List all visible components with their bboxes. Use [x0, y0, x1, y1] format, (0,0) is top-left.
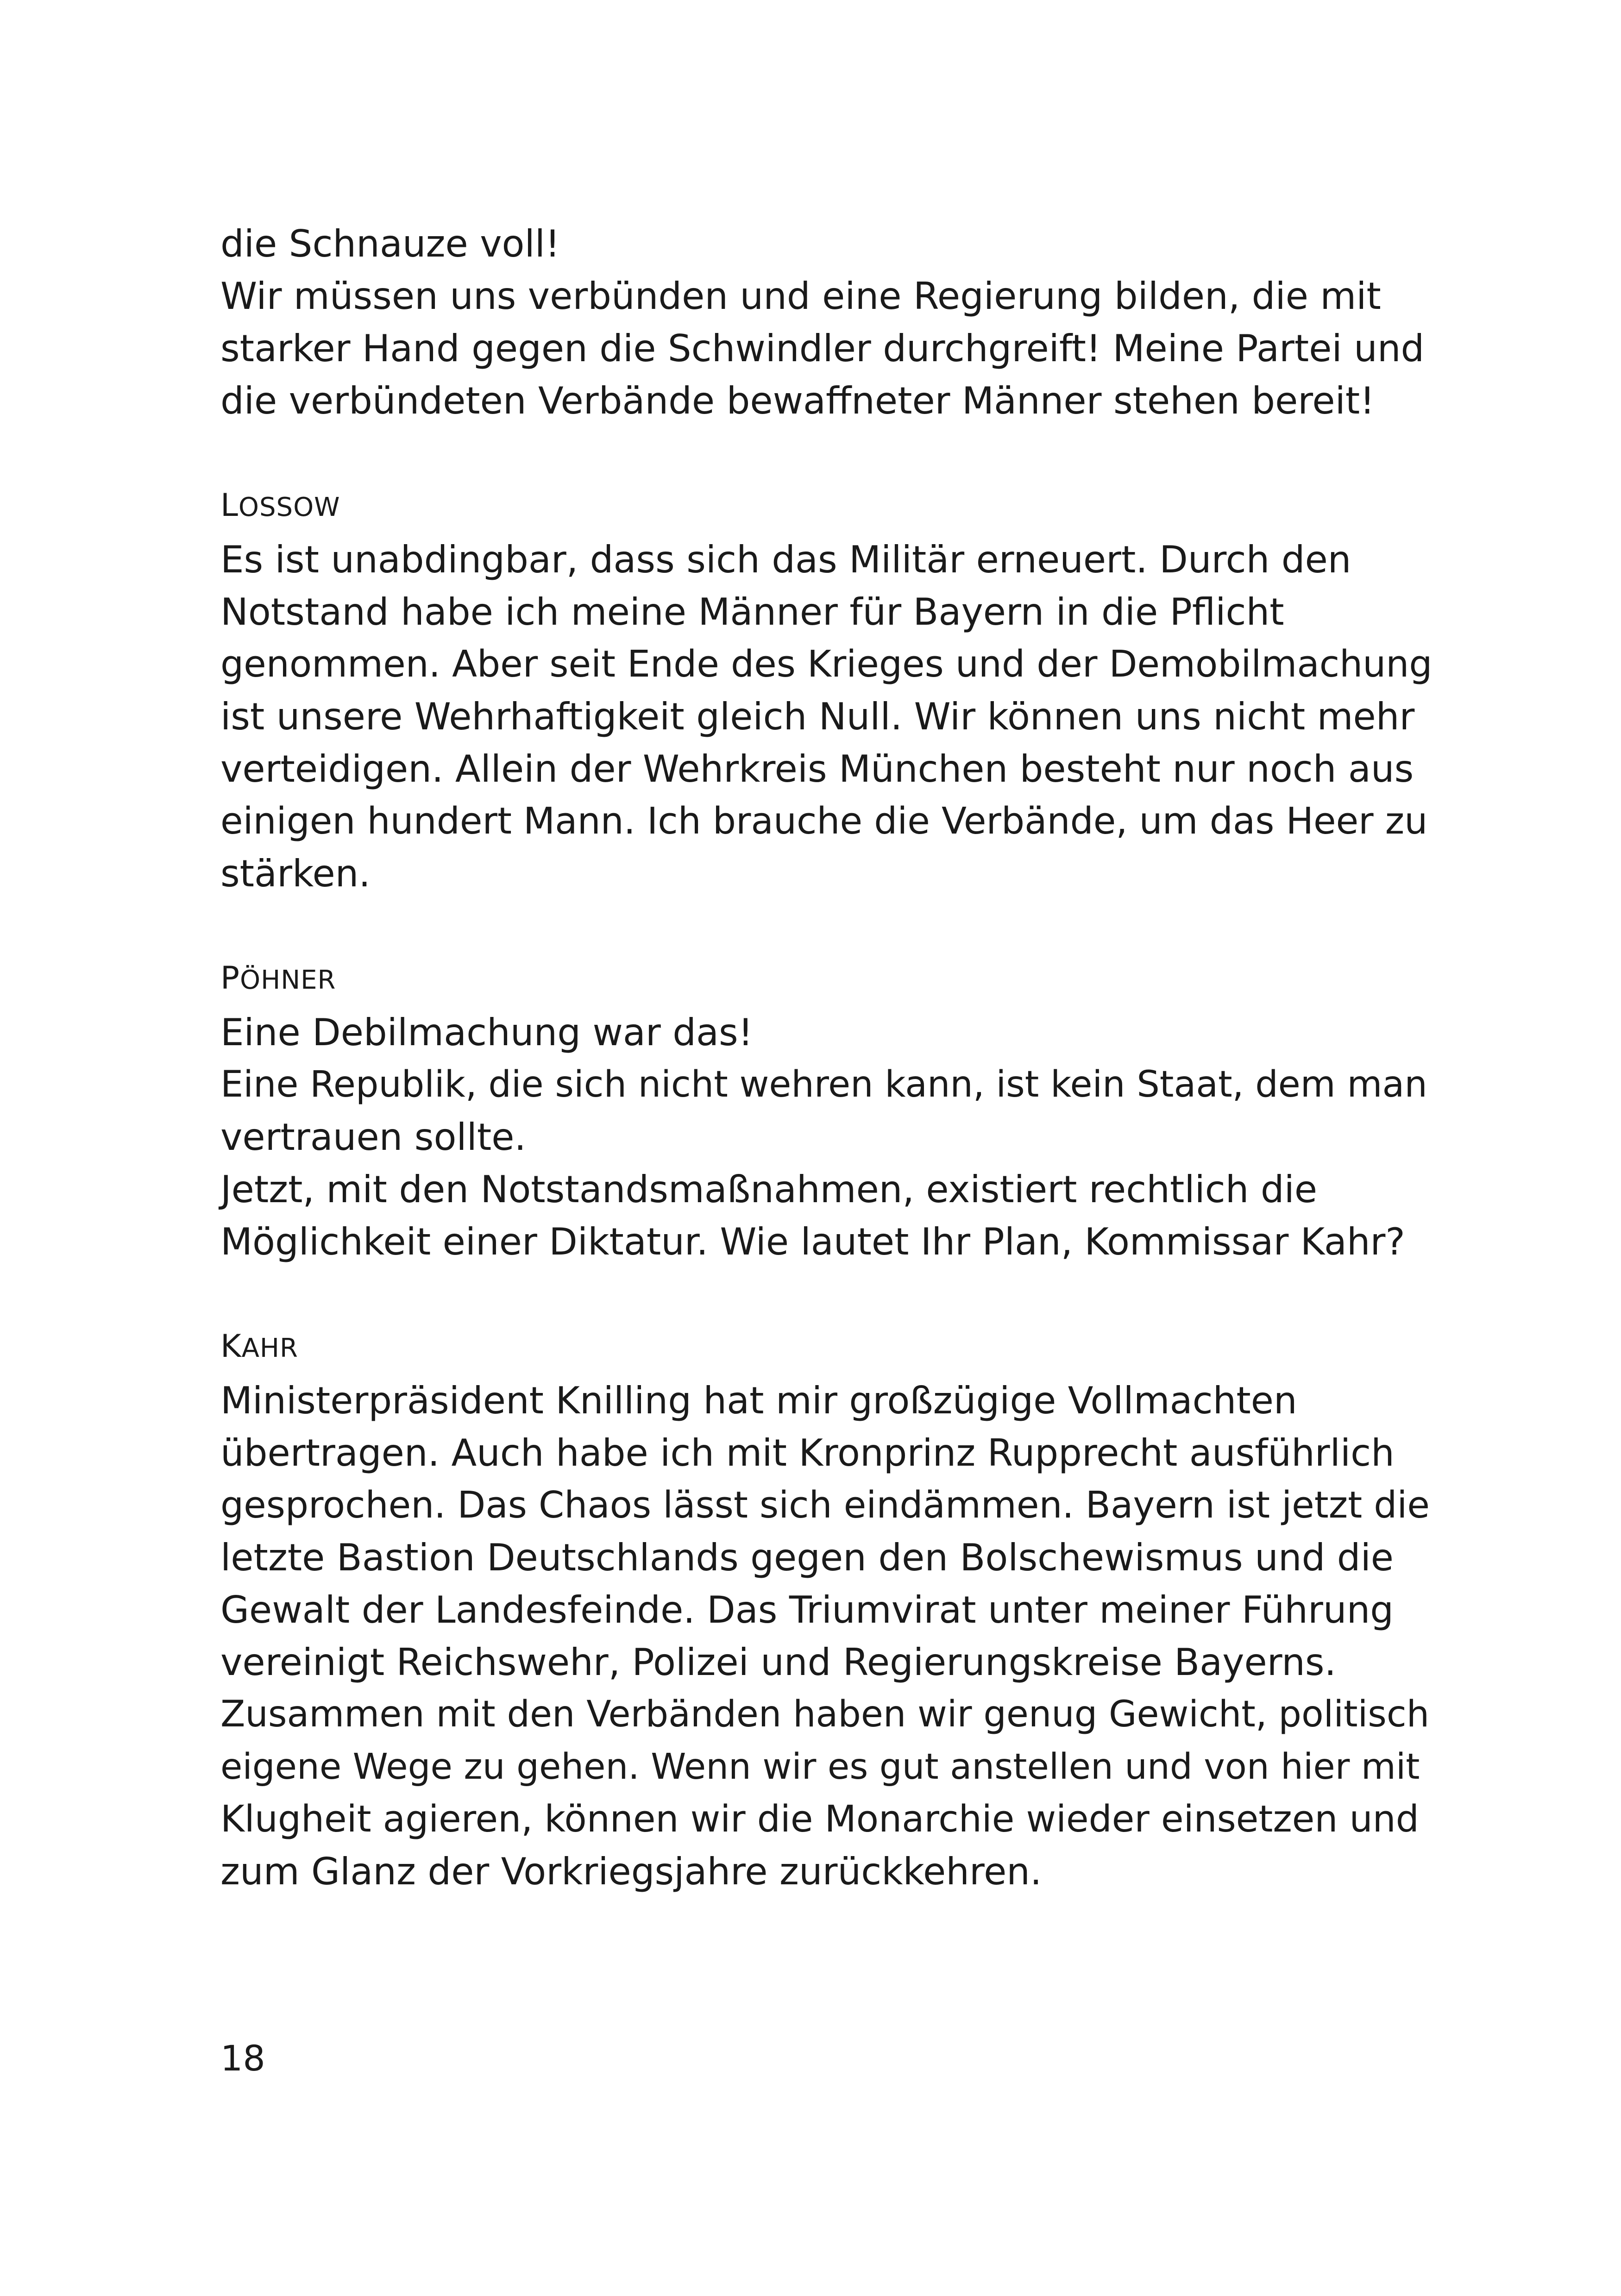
- page-number: 18: [220, 2038, 265, 2079]
- text-line: einigen hundert Mann. Ich brauche die Verbände, um das Heer zu: [220, 800, 1428, 842]
- text-line: Klugheit agieren, können wir die Monarchie wieder einsetzen und: [220, 1798, 1419, 1840]
- speaker-name: [220, 952, 1434, 1006]
- text-line: ist unsere Wehrhaftigkeit gleich Null. Wir können uns nicht mehr: [220, 695, 1415, 738]
- text-line: übertragen. Auch habe ich mit Kronprinz Rupprecht ausführlich: [220, 1431, 1395, 1474]
- text-line: zum Glanz der Vorkriegsjahre zurückkehren.: [220, 1850, 1042, 1893]
- section-gap: [220, 1268, 1434, 1320]
- text-line: Wir müssen uns verbünden und eine Regierung bilden, die mit: [220, 275, 1381, 318]
- text-line: die Schnauze voll!: [220, 222, 560, 265]
- text-line: letzte Bastion Deutschlands gegen den Bolschewismus und die: [220, 1536, 1394, 1579]
- text-line: Jetzt, mit den Notstandsmaßnahmen, existiert rechtlich die: [220, 1168, 1318, 1211]
- speaker-rest: AHR: [241, 1333, 298, 1363]
- text-line: vereinigt Reichswehr, Polizei und Regierungskreise Bayerns.: [220, 1641, 1337, 1684]
- speaker-initial: L: [220, 487, 239, 524]
- text-line: genommen. Aber seit Ende des Krieges und der Demobilmachung: [220, 643, 1433, 685]
- section-kahr: [220, 1320, 1434, 1898]
- text-line: vertrauen sollte.: [220, 1116, 526, 1159]
- text-line: die verbündeten Verbände bewaffneter Männer stehen bereit!: [220, 379, 1375, 422]
- text-line: Es ist unabdingbar, dass sich das Militär erneuert. Durch den: [220, 538, 1351, 581]
- section-continuation: [220, 218, 1434, 427]
- text-line: eigene Wege zu gehen. Wenn wir es gut anstellen und von hier mit: [220, 1746, 1420, 1788]
- text-line: starker Hand gegen die Schwindler durchgreift! Meine Partei und: [220, 327, 1425, 370]
- speaker-initial: K: [220, 1328, 242, 1365]
- section-gap: [220, 427, 1434, 479]
- text-line: Zusammen mit den Verbänden haben wir genug Gewicht, politisch: [220, 1694, 1430, 1735]
- speaker-name: [220, 1320, 1434, 1374]
- text-line: gesprochen. Das Chaos lässt sich eindämmen. Bayern ist jetzt die: [220, 1484, 1430, 1526]
- text-line: Möglichkeit einer Diktatur. Wie lautet Ihr Plan, Kommissar Kahr?: [220, 1220, 1405, 1263]
- text-line: Eine Republik, die sich nicht wehren kann, ist kein Staat, dem man: [220, 1064, 1427, 1105]
- speaker-name: [220, 479, 1434, 533]
- dialogue-text: [220, 218, 1434, 1898]
- text-line: stärken.: [220, 852, 371, 895]
- text-line: Gewalt der Landesfeinde. Das Triumvirat unter meiner Führung: [220, 1588, 1394, 1631]
- speaker-initial: P: [220, 960, 240, 997]
- speaker-rest: OSSOW: [238, 492, 340, 522]
- section-gap: [220, 900, 1434, 952]
- text-line: Eine Debilmachung war das!: [220, 1011, 753, 1054]
- text-line: verteidigen. Allein der Wehrkreis München besteht nur noch aus: [220, 747, 1414, 790]
- text-line: Notstand habe ich meine Männer für Bayern in die Pflicht: [220, 590, 1284, 634]
- speaker-rest: ÖHNER: [240, 965, 336, 995]
- section-poehner: [220, 952, 1434, 1268]
- text-line: Ministerpräsident Knilling hat mir großzügige Vollmachten: [220, 1379, 1297, 1422]
- section-lossow: [220, 479, 1434, 900]
